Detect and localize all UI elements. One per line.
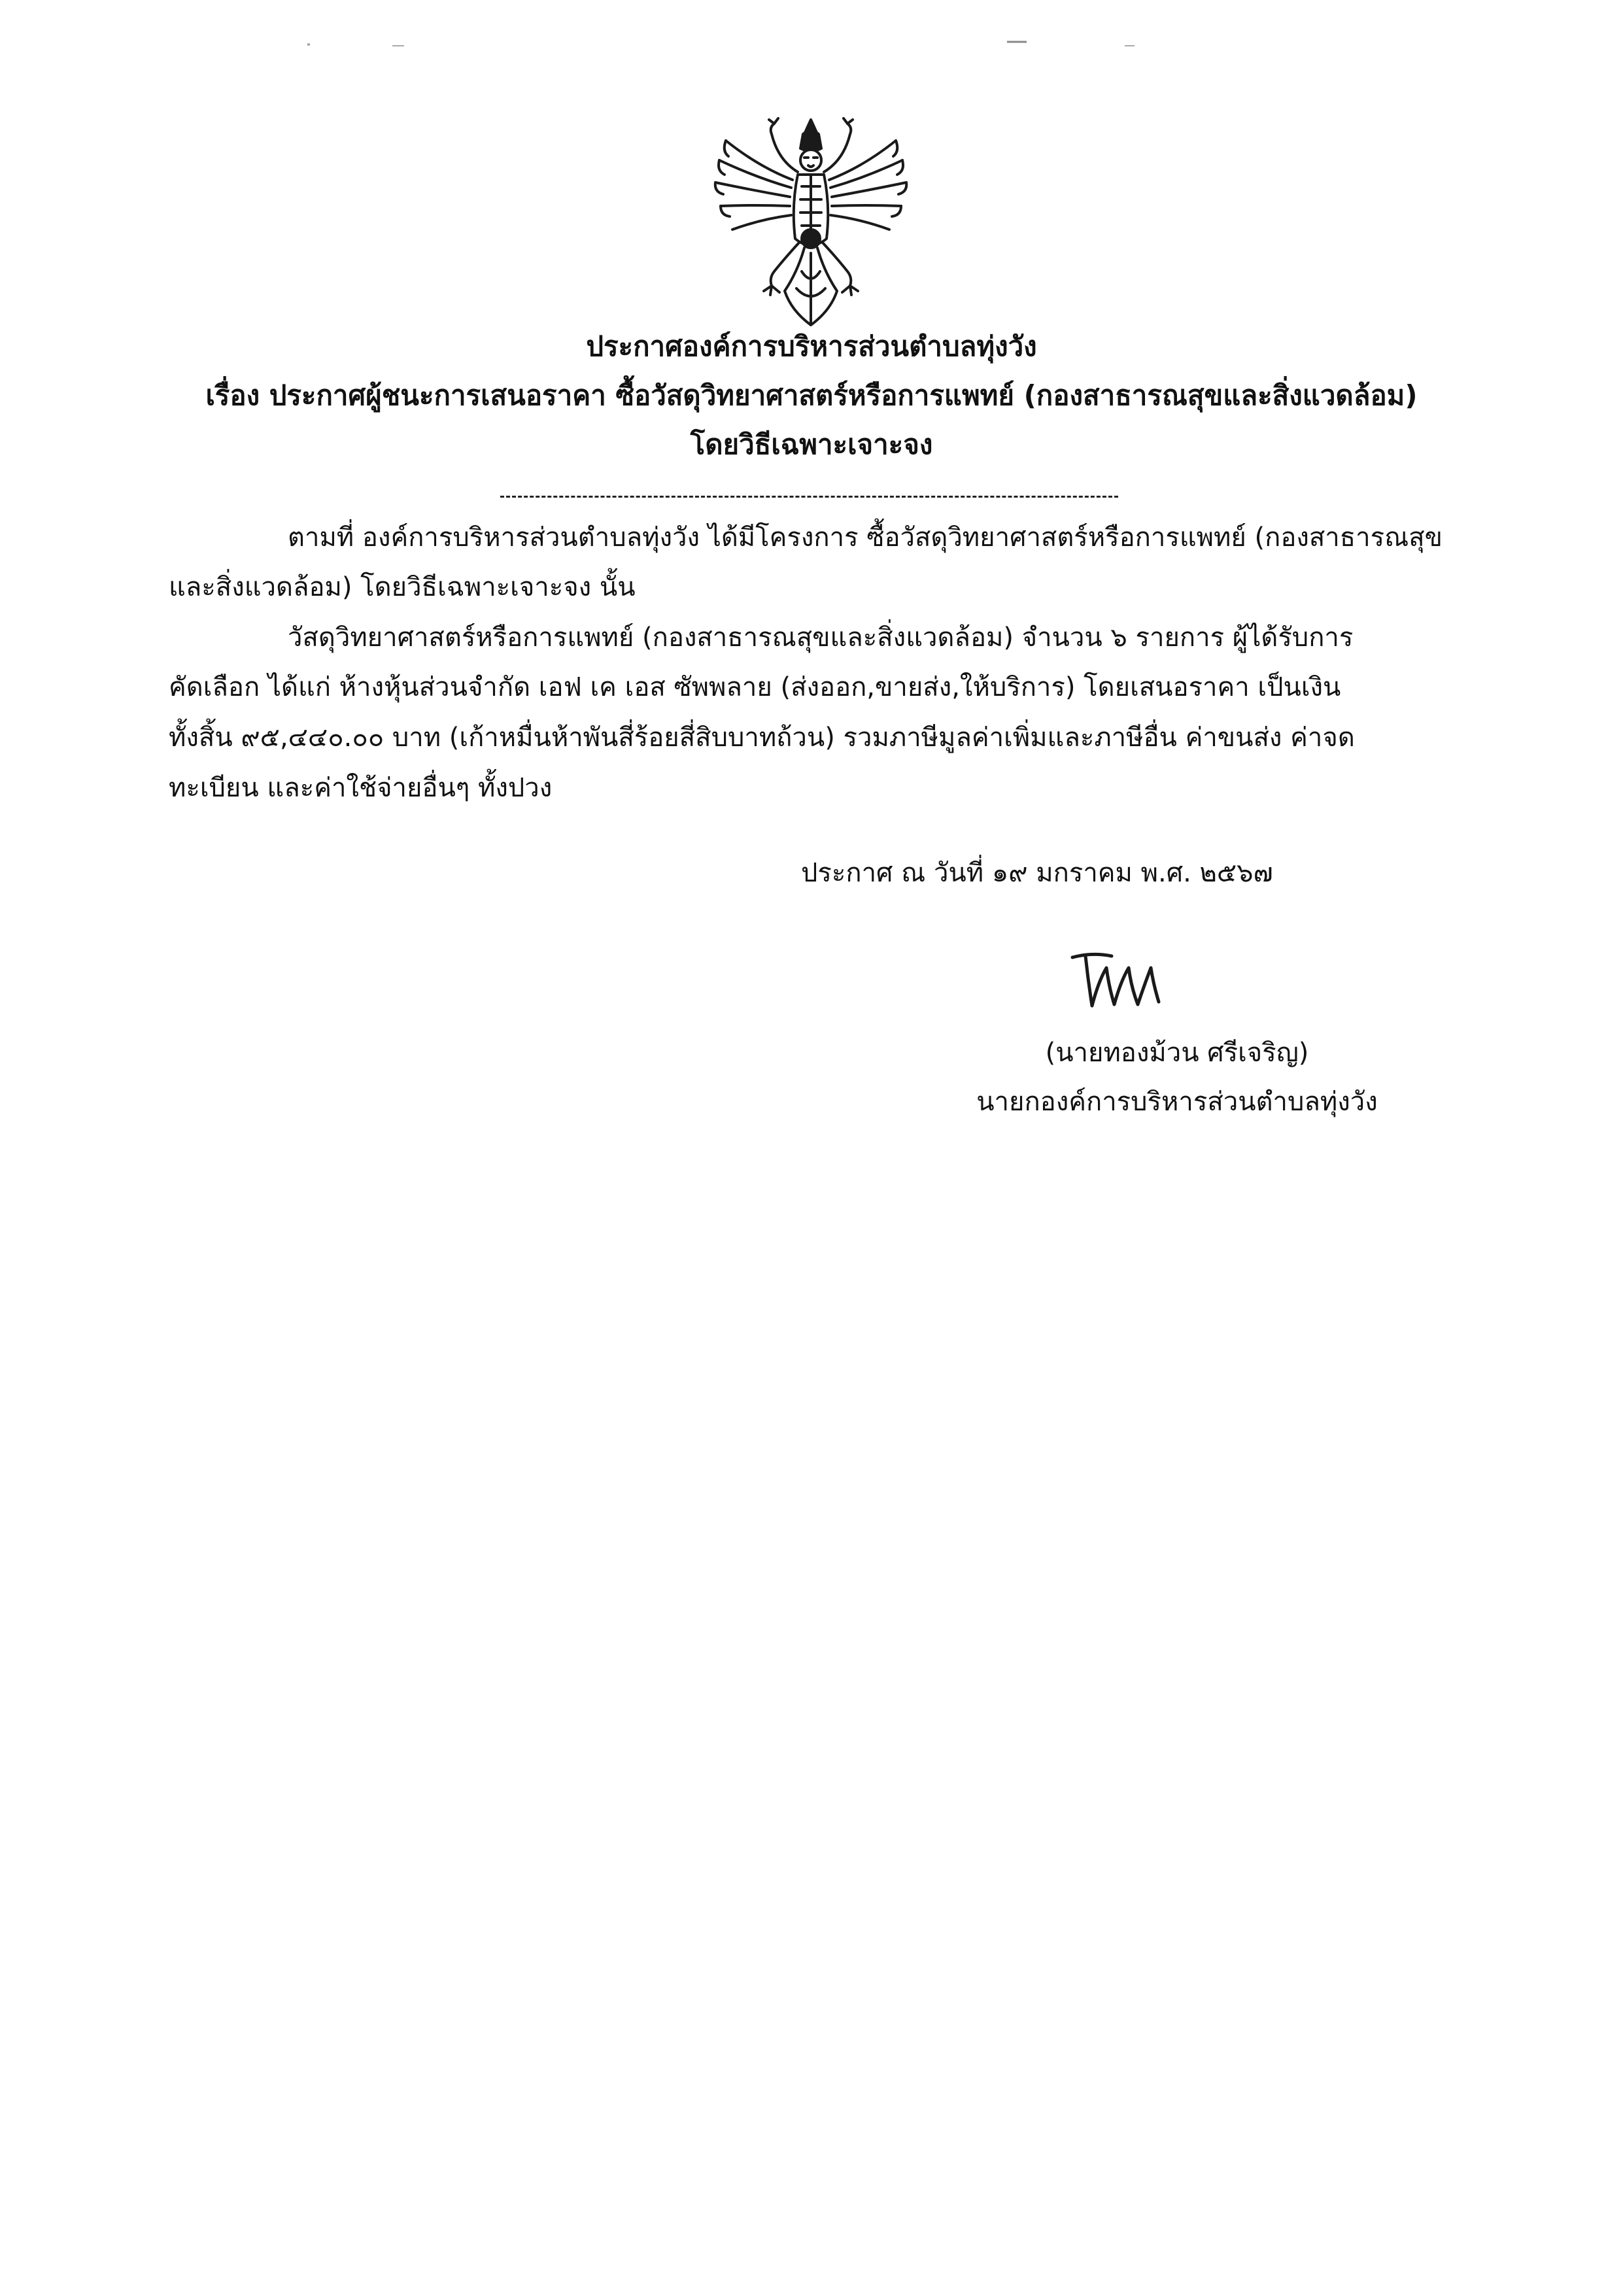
paragraph-2-line-1: วัสดุวิทยาศาสตร์หรือการแพทย์ (กองสาธารณสุขและสิ่งแวดล้อม) จำนวน ๖ รายการ ผู้ได้รับการ — [288, 623, 1354, 653]
divider-line — [500, 496, 1118, 498]
signer-title: นายกองค์การบริหารส่วนตำบลทุ่งวัง — [976, 1087, 1378, 1117]
paragraph-2-line-4: ทะเบียน และค่าใช้จ่ายอื่นๆ ทั้งปวง — [169, 773, 553, 803]
announcement-subject: เรื่อง ประกาศผู้ชนะการเสนอราคา ซื้อวัสดุวิทยาศาสตร์หรือการแพทย์ (กองสาธารณสุขและสิ่งแวดล้อม) — [205, 379, 1418, 411]
procurement-method: โดยวิธีเฉพาะเจาะจง — [690, 428, 933, 460]
handwritten-signature-icon — [1066, 948, 1170, 1014]
paragraph-2-line-3: ทั้งสิ้น ๙๕,๔๔๐.๐๐ บาท (เก้าหมื่นห้าพันสี่ร้อยสี่สิบบาทถ้วน) รวมภาษีมูลค่าเพิ่มและภาษีอื่น ค่าขนส่ง ค่าจด — [169, 723, 1355, 753]
announcement-date: ประกาศ ณ วันที่ ๑๙ มกราคม พ.ศ. ๒๕๖๗ — [801, 858, 1273, 888]
scan-noise-marks — [0, 26, 1623, 52]
paragraph-1-line-2: และสิ่งแวดล้อม) โดยวิธีเฉพาะเจาะจง นั้น — [169, 572, 636, 602]
garuda-emblem-icon — [706, 114, 915, 330]
signer-name: (นายทองม้วน ศรีเจริญ) — [1045, 1038, 1309, 1068]
paragraph-1-line-1: ตามที่ องค์การบริหารส่วนตำบลทุ่งวัง ได้มีโครงการ ซื้อวัสดุวิทยาศาสตร์หรือการแพทย์ (กองสาธารณสุข — [288, 523, 1443, 553]
announcement-title: ประกาศองค์การบริหารส่วนตำบลทุ่งวัง — [586, 330, 1037, 362]
paragraph-2-line-2: คัดเลือก ได้แก่ ห้างหุ้นส่วนจำกัด เอฟ เค เอส ซัพพลาย (ส่งออก,ขายส่ง,ให้บริการ) โดยเสนอราคา เป็นเงิน — [169, 672, 1341, 702]
